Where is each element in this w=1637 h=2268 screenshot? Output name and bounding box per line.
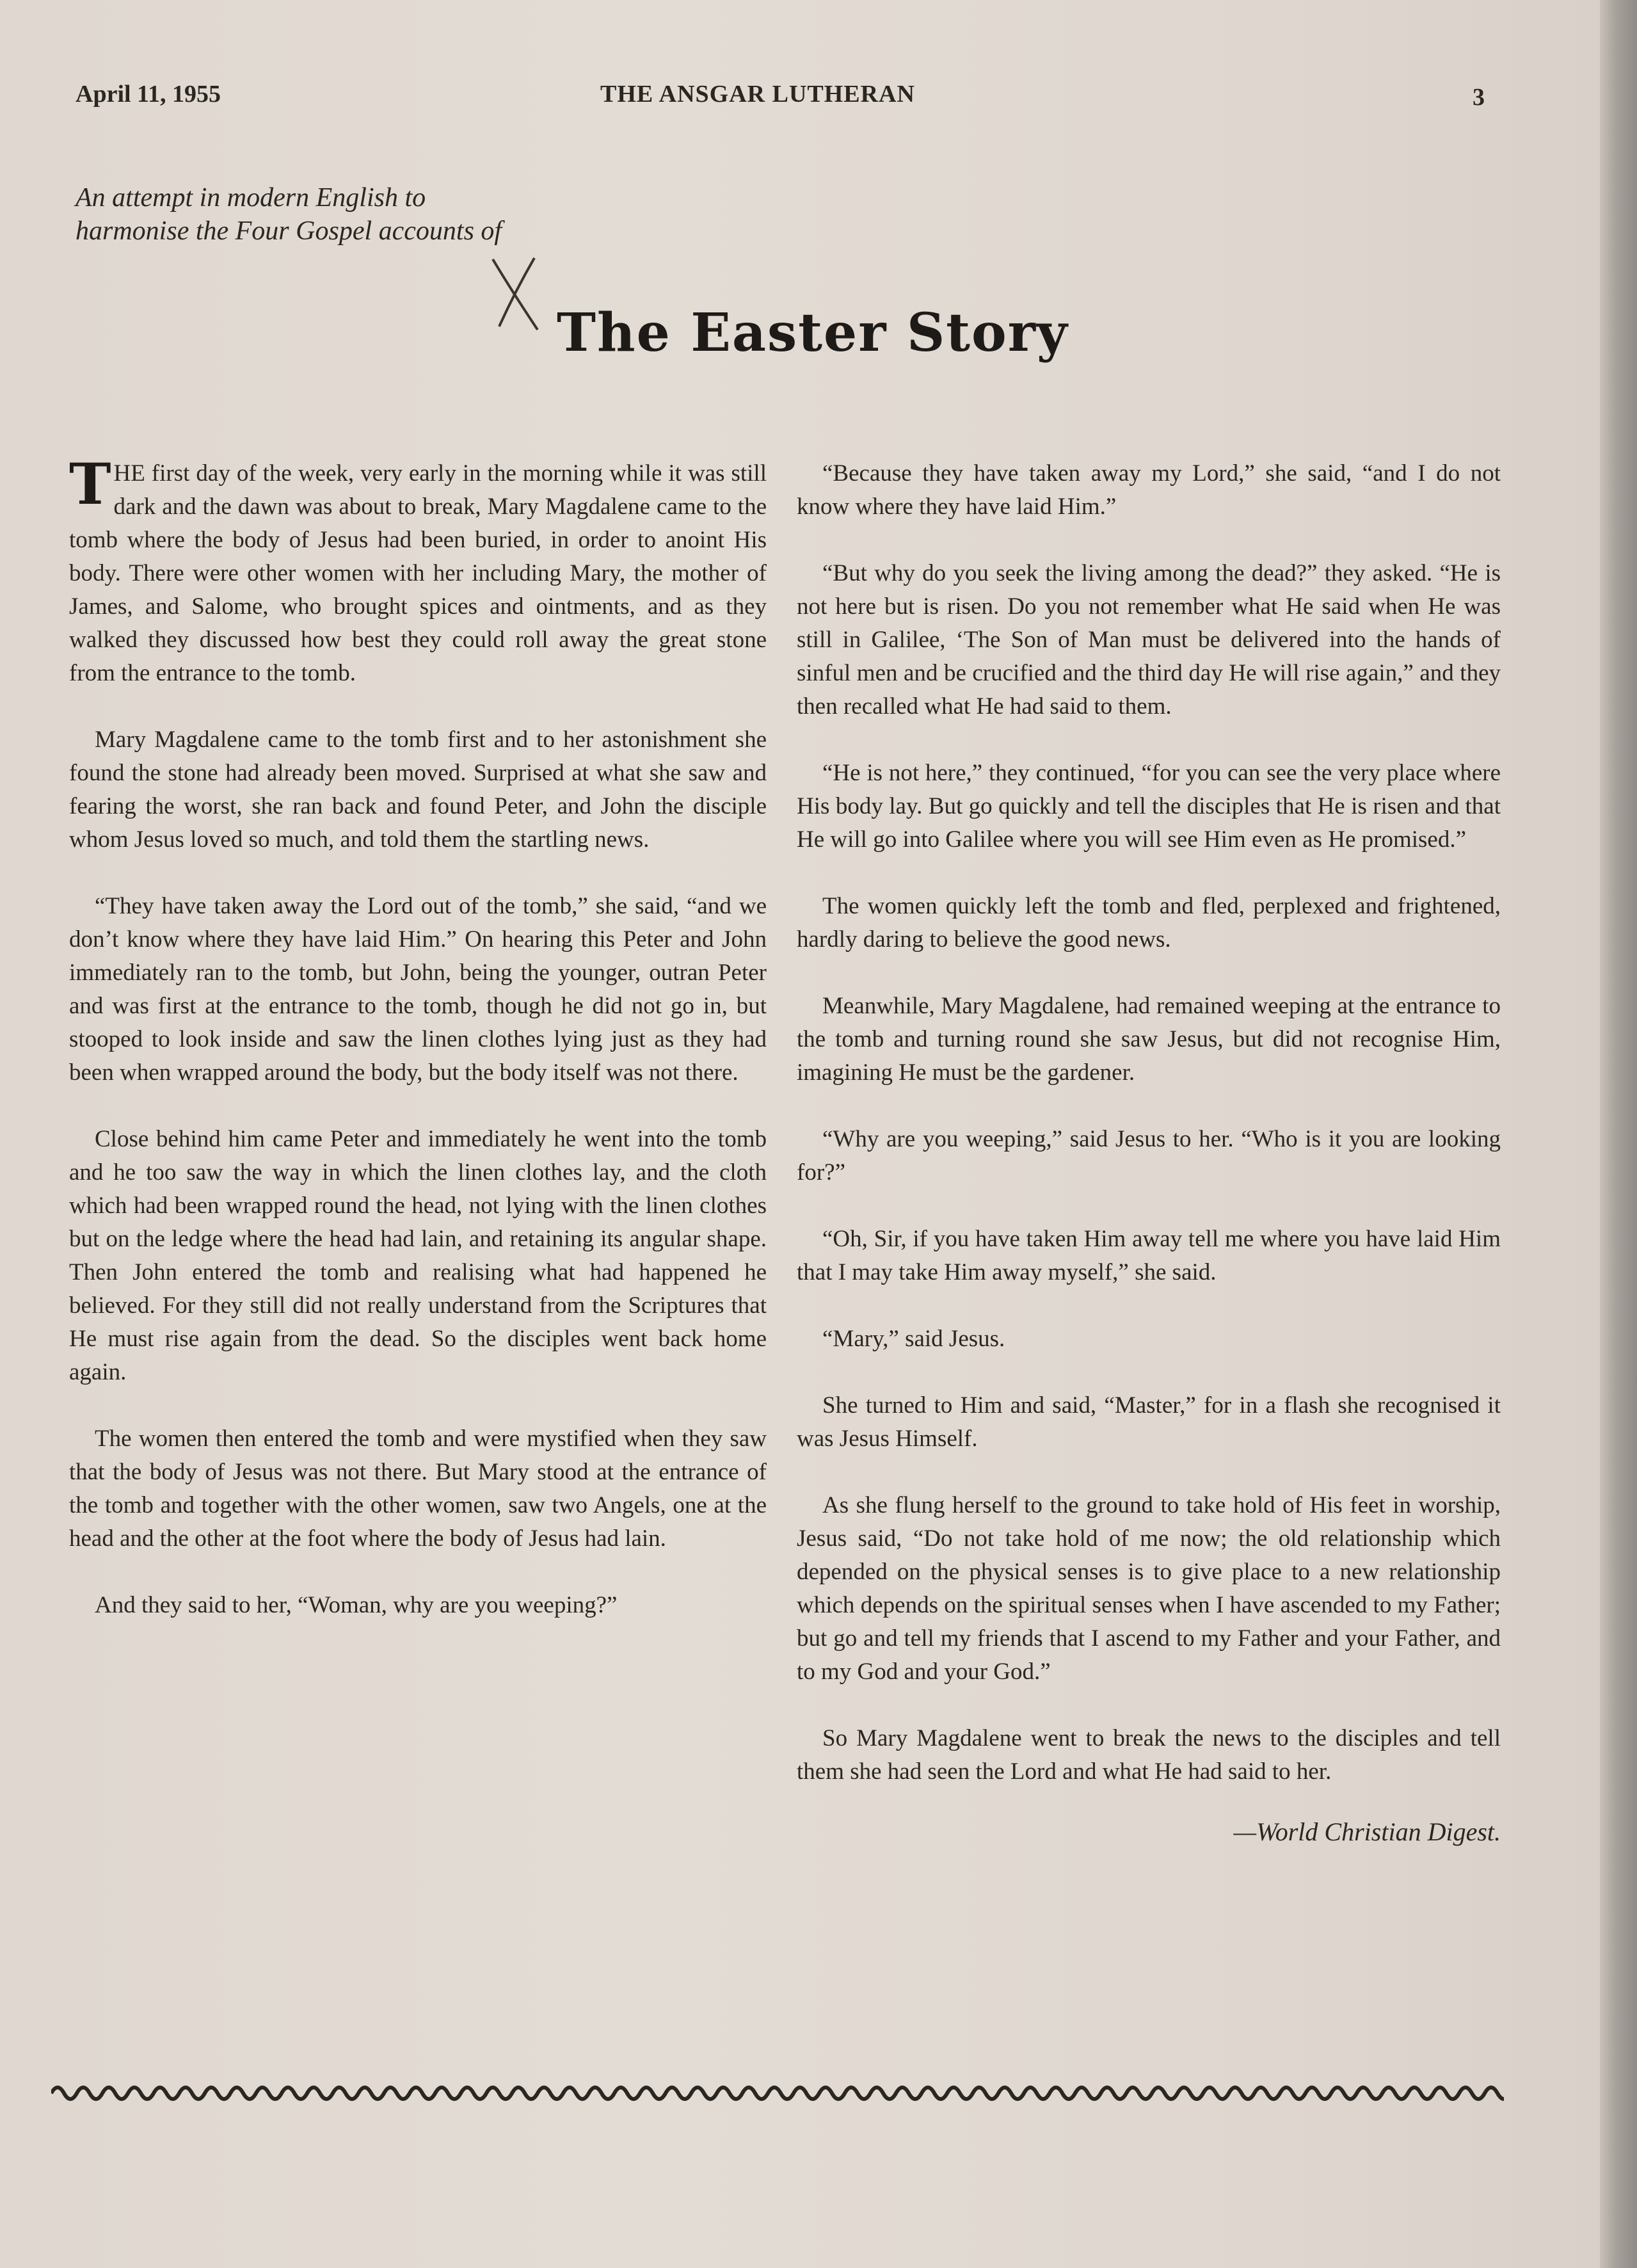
paragraph: “He is not here,” they continued, “for you can see the very place where His body lay. But go quickly and tell the disciples that He is risen and that He will go into Galilee where you will see Him even as He promised.” (797, 760, 1501, 853)
intro-line-1: An attempt in modern English to (76, 183, 426, 213)
page-number: 3 (1473, 84, 1485, 111)
left-column (69, 451, 767, 1655)
paragraph: So Mary Magdalene went to break the news to the disciples and tell them she had seen the Lord and what He had said to her. (797, 1725, 1501, 1785)
paragraph: Mary Magdalene came to the tomb first and to her astonishment she found the stone had already been moved. Surprised at what she saw and fearing the worst, she ran back and found Peter, and John the disciple whom Jesus loved so much, and told them the startling news. (69, 727, 767, 853)
article-intro (76, 181, 626, 248)
paragraph: “But why do you seek the living among the dead?” they asked. “He is not here but is risen. Do you not remember what He said when He was still in Galilee, ‘The Son of Man must be delivered into the hands of sinful men and be crucified and the third day He will rise again,” and they then recalled what He had said to them. (797, 560, 1501, 720)
right-column (797, 457, 1501, 1849)
paragraph: “Because they have taken away my Lord,” she said, “and I do not know where they have laid Him.” (797, 460, 1501, 520)
paragraph: The women quickly left the tomb and fled, perplexed and frightened, hardly daring to believe the good news. (797, 893, 1501, 953)
paragraph: “They have taken away the Lord out of the tomb,” she said, “and we don’t know where they have laid Him.” On hearing this Peter and John immediately ran to the tomb, but John, being the younger, outran Peter and was first at the entrance to the tomb, though he did not go in, but stooped to look inside and saw the linen clothes lying just as they had been when wrapped around the body, but the body itself was not there. (69, 893, 767, 1086)
article-title: The Easter Story (557, 302, 1069, 364)
publication-name: THE ANSGAR LUTHERAN (600, 81, 915, 108)
paragraph: Close behind him came Peter and immediately he went into the tomb and he too saw the way in which the linen clothes lay, and the cloth which had been wrapped round the head, not lying with the linen clothes but on the ledge where the head had lain, and retaining its angular shape. Then John entered the tomb and realising what had happened he believed. For they still did not really understand from the Scriptures that He must rise again from the dead. So the disciples went back home again. (69, 1126, 767, 1385)
paragraph-text: HE first day of the week, very early in the morning while it was still dark and the dawn was about to break, Mary Magdalene came to the tomb where the body of Jesus had been buried, in order to anoint His body. There were other women with her including Mary, the mother of James, and Salome, who brought spices and ointments, and as they walked they discussed how best they could roll away the great stone from the entrance to the tomb. (69, 460, 767, 686)
page-header (76, 80, 1485, 118)
paragraph (69, 451, 767, 690)
paragraph: “Mary,” said Jesus. (822, 1326, 1005, 1352)
issue-date: April 11, 1955 (76, 81, 221, 108)
attribution: —World Christian Digest. (1233, 1817, 1501, 1846)
paragraph: “Why are you weeping,” said Jesus to her. “Who is it you are looking for?” (797, 1126, 1501, 1186)
intro-line-2: harmonise the Four Gospel accounts of (76, 216, 502, 246)
paragraph: The women then entered the tomb and were mystified when they saw that the body of Jesus was not there. But Mary stood at the entrance of the tomb and together with the other women, saw two Angels, one at the head and the other at the foot where the body of Jesus had lain. (69, 1426, 767, 1552)
paragraph: “Oh, Sir, if you have taken Him away tell me where you have laid Him that I may take Him away myself,” she said. (797, 1226, 1501, 1285)
drop-cap: T (69, 451, 111, 517)
handwritten-x-mark (486, 253, 544, 336)
paragraph: Meanwhile, Mary Magdalene, had remained weeping at the entrance to the tomb and turning round she saw Jesus, but did not recognise Him, imagining He must be the gardener. (797, 993, 1501, 1086)
page-edge-shadow (1600, 0, 1637, 2268)
wavy-divider (51, 2074, 1504, 2112)
paragraph: As she flung herself to the ground to take hold of His feet in worship, Jesus said, “Do not take hold of me now; the old relationship which depended on the physical senses is to give place to a new relationship which depends on the spiritual senses when I have ascended to my Father; but go and tell my friends that I ascend to my Father and your Father, and to my God and your God.” (797, 1492, 1501, 1685)
paragraph: She turned to Him and said, “Master,” for in a flash she recognised it was Jesus Himself. (797, 1392, 1501, 1452)
paragraph: And they said to her, “Woman, why are you weeping?” (95, 1592, 618, 1618)
